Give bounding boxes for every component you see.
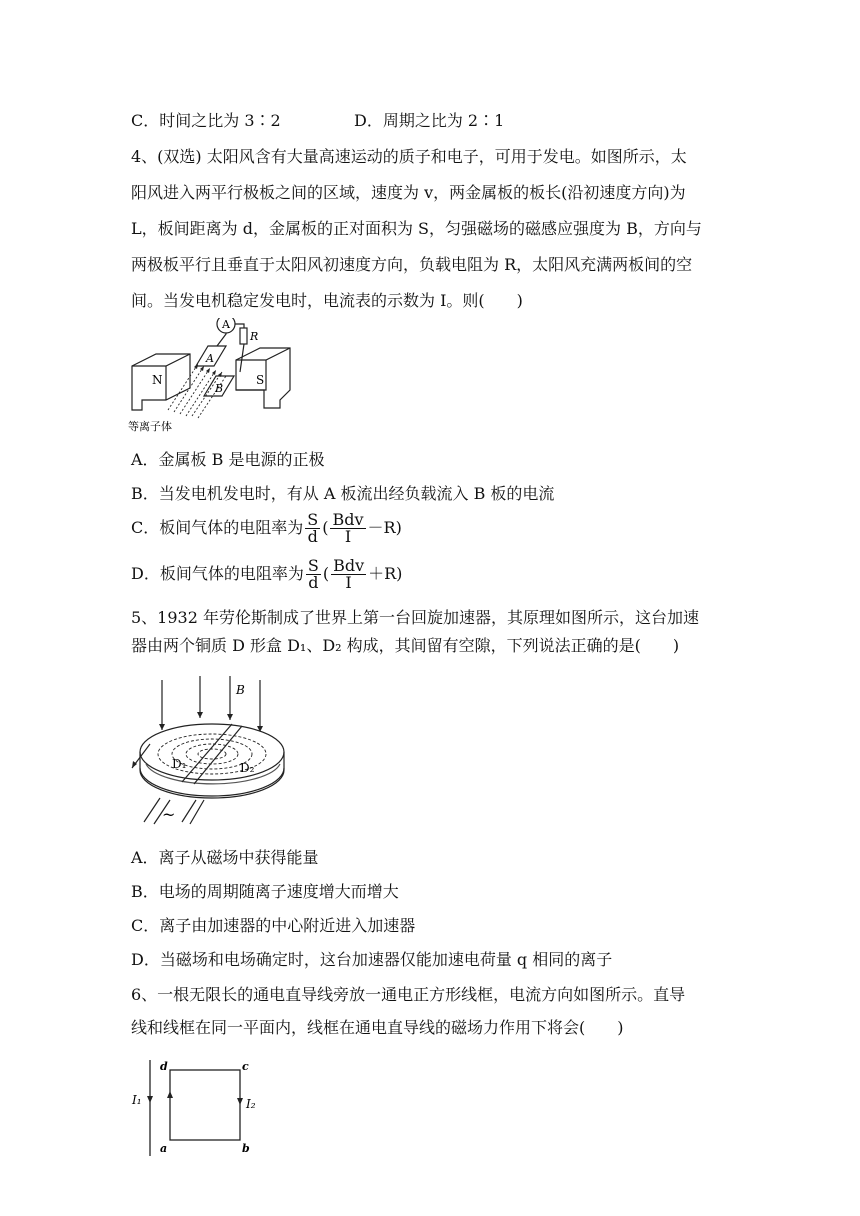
- d2-label: D₂: [240, 761, 255, 775]
- pole-s-label: S: [256, 373, 265, 387]
- q4-option-c-fraction-bdv-i: [330, 512, 365, 545]
- q4-option-c: [131, 512, 402, 545]
- corner-c-label: c: [242, 1060, 249, 1073]
- q6-stem-line-2: 线和线框在同一平面内，线框在通电直导线的磁场力作用下将会( ): [131, 1018, 624, 1037]
- current-i2-label: I₂: [246, 1097, 256, 1111]
- fraction-numerator: S: [307, 556, 319, 575]
- fraction-denominator: I: [345, 573, 352, 592]
- q4-option-d: [131, 558, 402, 591]
- q4-stem-line-4: 两极板平行且垂直于太阳风初速度方向，负载电阻为 R，太阳风充满两板间的空: [131, 255, 693, 274]
- q4-option-d-suffix: ＋R): [368, 564, 403, 583]
- q4-option-a: A．金属板 B 是电源的正极: [131, 450, 325, 469]
- q6-stem-line-1: 6、一根无限长的通电直导线旁放一通电正方形线框，电流方向如图所示。直导: [131, 985, 686, 1004]
- current-i1-label: I₁: [132, 1093, 142, 1107]
- open-paren: (: [322, 564, 330, 583]
- q5-option-a: A．离子从磁场中获得能量: [131, 848, 319, 867]
- q5-option-c: C．离子由加速器的中心附近进入加速器: [131, 916, 416, 935]
- q5-stem-line-2: 器由两个铜质 D 形盒 D₁、D₂ 构成，其间留有空隙，下列说法正确的是( ): [131, 636, 680, 655]
- d1-label: D₁: [172, 757, 187, 771]
- q4-option-c-suffix: －R): [367, 518, 402, 537]
- q3-option-c: C．时间之比为 3∶2: [131, 111, 281, 130]
- q4-stem-line-1: 4、(双选) 太阳风含有大量高速运动的质子和电子，可用于发电。如图所示，太: [131, 147, 687, 166]
- corner-b-label: b: [242, 1142, 250, 1155]
- q4-option-c-prefix: C．板间气体的电阻率为: [131, 518, 304, 537]
- q3-option-d: D．周期之比为 2∶1: [354, 111, 505, 130]
- fraction-numerator: Bdv: [332, 510, 364, 529]
- fraction-numerator: Bdv: [333, 556, 365, 575]
- pole-n-label: N: [152, 373, 163, 387]
- fraction-numerator: S: [307, 510, 319, 529]
- corner-d-label: d: [160, 1060, 168, 1073]
- q4-option-d-prefix: D．板间气体的电阻率为: [131, 564, 304, 583]
- plate-b-label: B: [215, 382, 224, 395]
- cyclotron-figure: [120, 672, 300, 832]
- q4-option-b: B．当发电机发电时，有从 A 板流出经负载流入 B 板的电流: [131, 484, 555, 503]
- fraction-denominator: I: [344, 527, 352, 546]
- ammeter-label: A: [222, 318, 230, 331]
- open-paren: (: [322, 518, 329, 537]
- plate-a-label: A: [206, 352, 214, 365]
- q5-option-d: D．当磁场和电场确定时，这台加速器仅能加速电荷量 q 相同的离子: [131, 950, 613, 969]
- ac-source-symbol: ~: [162, 805, 176, 824]
- q4-option-d-fraction-bdv-i: [331, 558, 366, 591]
- fraction-denominator: d: [307, 527, 318, 546]
- wire-loop-figure: [130, 1056, 280, 1160]
- mhd-generator-figure: [128, 318, 298, 436]
- q4-option-c-fraction-s-d: [305, 512, 320, 545]
- q4-option-d-fraction-s-d: [306, 558, 321, 591]
- q4-stem-line-3: L，板间距离为 d，金属板的正对面积为 S，匀强磁场的磁感应强度为 B，方向与: [131, 219, 702, 238]
- fraction-denominator: d: [308, 573, 319, 592]
- resistor-label: R: [250, 330, 259, 343]
- q5-option-b: B．电场的周期随离子速度增大而增大: [131, 882, 399, 901]
- q4-stem-line-2: 阳风进入两平行极板之间的区域，速度为 v，两金属板的板长(沿初速度方向)为: [131, 183, 686, 202]
- q4-stem-line-5: 间。当发电机稳定发电时，电流表的示数为 I。则( ): [131, 291, 523, 310]
- field-b-label: B: [236, 683, 245, 697]
- plasma-caption: 等离子体: [128, 420, 172, 433]
- corner-a-label: a: [160, 1142, 168, 1155]
- q5-stem-line-1: 5、1932 年劳伦斯制成了世界上第一台回旋加速器，其原理如图所示，这台加速: [131, 608, 699, 627]
